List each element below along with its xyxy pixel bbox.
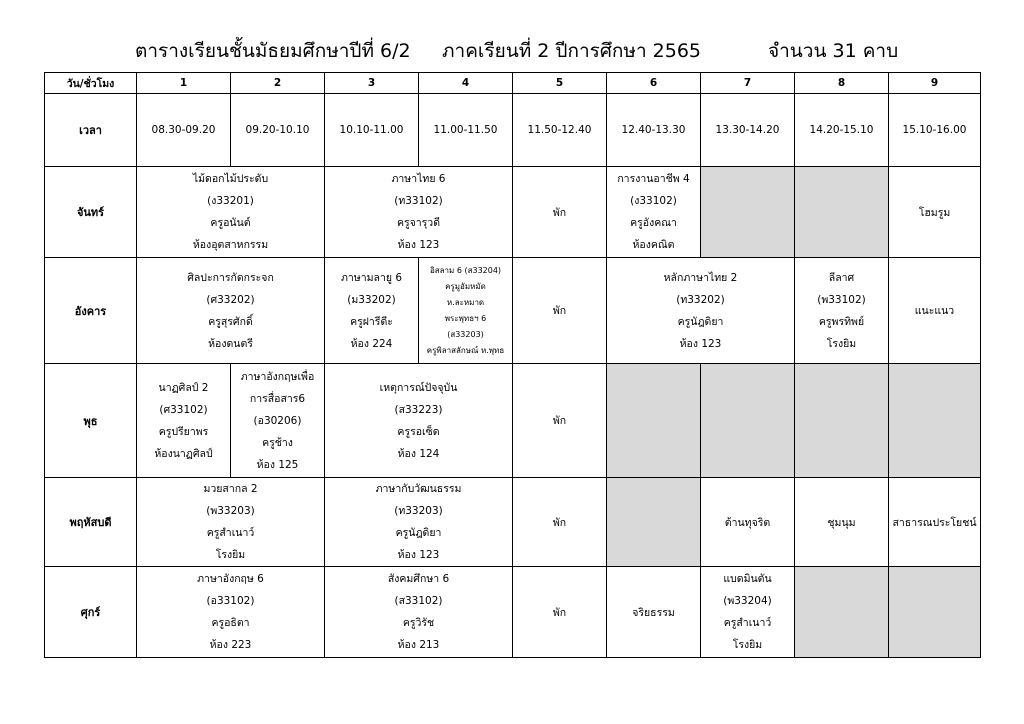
period-number: 4 xyxy=(419,73,513,94)
subject-name: การสื่อสาร6 xyxy=(249,392,306,405)
time-slot: 12.40-13.30 xyxy=(607,94,701,167)
teacher-name: ครูสำเนาว์ xyxy=(206,527,255,539)
period-number: 8 xyxy=(795,73,889,94)
subject-name: นาฏศิลป์ 2 xyxy=(158,381,209,394)
subject-code: (อ33102) xyxy=(206,595,255,607)
class-cell xyxy=(419,258,513,364)
class-cell: ต้านทุจริต xyxy=(701,478,795,567)
subject-name: การงานอาชีพ 4 xyxy=(617,173,690,185)
time-slot: 13.30-14.20 xyxy=(701,94,795,167)
class-cell xyxy=(325,258,419,364)
class-cell xyxy=(325,364,513,478)
lunch-cell: พัก xyxy=(513,258,607,364)
room-name: ห้องนาฏศิลป์ xyxy=(154,447,213,460)
subject-name: ภาษากับวัฒนธรรม xyxy=(375,483,462,495)
class-cell: โฮมรูม xyxy=(889,167,981,258)
room-name: ห้องคณิต xyxy=(632,239,675,251)
time-slot: 15.10-16.00 xyxy=(889,94,981,167)
room-name: ห้องดนตรี xyxy=(208,337,253,350)
time-slot: 11.00-11.50 xyxy=(419,94,513,167)
class-cell xyxy=(325,478,513,567)
empty-cell xyxy=(607,478,701,567)
time-label: เวลา xyxy=(45,94,137,167)
class-cell xyxy=(325,567,513,658)
day-row-wednesday xyxy=(45,364,981,478)
empty-cell xyxy=(701,364,795,478)
subject-name: หลักภาษาไทย 2 xyxy=(663,271,738,284)
subject-name: เหตุการณ์ปัจจุบัน xyxy=(379,381,458,394)
subject-code: (ส33203) xyxy=(447,329,484,339)
subject-code: (อ30206) xyxy=(253,414,302,427)
subject-name: ภาษามลายู 6 xyxy=(340,271,403,284)
empty-cell xyxy=(607,364,701,478)
class-cell xyxy=(137,364,231,478)
period-number: 2 xyxy=(231,73,325,94)
period-number: 6 xyxy=(607,73,701,94)
room-name: โรงยิม xyxy=(732,639,763,651)
time-row xyxy=(45,94,981,167)
subject-code: (ท33102) xyxy=(394,195,443,207)
class-cell xyxy=(701,567,795,658)
subject-name: ศิลปะการกัดกระจก xyxy=(187,271,274,284)
day-row-thursday xyxy=(45,478,981,567)
class-cell xyxy=(137,478,325,567)
period-header-row xyxy=(45,73,981,94)
teacher-name: ครูช้าง xyxy=(262,436,293,449)
subject-name: แบดมินตัน xyxy=(723,573,772,585)
timetable xyxy=(44,72,981,658)
periods-count: จำนวน 31 คาบ xyxy=(768,40,899,62)
teacher-name: ครูสุรศักดิ์ xyxy=(208,315,253,328)
subject-code: (ง33102) xyxy=(630,195,677,207)
day-label: พฤหัสบดี xyxy=(45,478,137,567)
term-label: ภาคเรียนที่ 2 ปีการศึกษา 2565 xyxy=(442,40,702,62)
subject-name: ลีลาศ xyxy=(828,271,855,284)
teacher-name: ครูนัฎดิยา xyxy=(395,527,442,539)
teacher-name: ครูปรียาพร xyxy=(158,425,209,438)
teacher-name: ครูพรทิพย์ xyxy=(818,315,865,328)
subject-name: ภาษาไทย 6 xyxy=(391,173,446,185)
teacher-name: ครูพิลาสลักษณ์ ห.พุทธ xyxy=(426,345,505,355)
teacher-name: ครูอนันต์ xyxy=(210,217,251,229)
teacher-name: ครูจารุวดี xyxy=(396,217,441,229)
room-name: ห้อง 123 xyxy=(397,549,440,561)
time-slot: 09.20-10.10 xyxy=(231,94,325,167)
room-name: ห้อง 224 xyxy=(350,337,393,350)
teacher-name: ครูนัฎดิยา xyxy=(677,315,724,328)
time-slot: 08.30-09.20 xyxy=(137,94,231,167)
room-name: โรงยิม xyxy=(826,337,857,350)
day-label: อังคาร xyxy=(45,258,137,364)
corner-cell: วัน/ชั่วโมง xyxy=(45,73,137,94)
teacher-name: ครูวิรัช xyxy=(402,617,435,629)
subject-name: มวยสากล 2 xyxy=(203,483,258,495)
empty-cell xyxy=(795,167,889,258)
empty-cell xyxy=(795,567,889,658)
class-cell xyxy=(607,167,701,258)
subject-name: พระพุทธฯ 6 xyxy=(444,313,487,323)
room-name: ห้อง 123 xyxy=(679,337,722,350)
empty-cell xyxy=(795,364,889,478)
period-number: 7 xyxy=(701,73,795,94)
subject-name: สังคมศึกษา 6 xyxy=(387,573,450,585)
day-label: ศุกร์ xyxy=(45,567,137,658)
empty-cell xyxy=(889,364,981,478)
class-cell xyxy=(137,567,325,658)
class-cell xyxy=(325,167,513,258)
class-cell xyxy=(607,258,795,364)
period-number: 3 xyxy=(325,73,419,94)
subject-code: (ม33202) xyxy=(347,293,396,306)
subject-name: ภาษาอังกฤษเพื่อ xyxy=(240,370,315,383)
room-name: โรงยิม xyxy=(215,549,246,561)
teacher-name: ครูอธิตา xyxy=(211,617,250,629)
room-name: ห้อง 213 xyxy=(397,639,440,651)
day-label: พุธ xyxy=(45,364,137,478)
subject-code: (พ33204) xyxy=(723,595,772,607)
empty-cell xyxy=(889,567,981,658)
period-number: 5 xyxy=(513,73,607,94)
subject-code: (ท33203) xyxy=(394,505,443,517)
subject-code: (ท33202) xyxy=(676,293,725,306)
schedule-title: ตารางเรียนชั้นมัธยมศึกษาปีที่ 6/2 xyxy=(135,40,411,62)
day-row-tuesday xyxy=(45,258,981,364)
room-name: ห้อง 124 xyxy=(397,447,440,460)
room-name: ห้อง 123 xyxy=(397,239,440,251)
period-number: 9 xyxy=(889,73,981,94)
class-cell: ชุมนุม xyxy=(795,478,889,567)
lunch-cell: พัก xyxy=(513,364,607,478)
teacher-name: ครูอังคณา xyxy=(630,217,677,229)
subject-name: ภาษาอังกฤษ 6 xyxy=(197,573,264,585)
lunch-cell: พัก xyxy=(513,478,607,567)
period-number: 1 xyxy=(137,73,231,94)
room-name: ห.ละหมาด xyxy=(446,297,485,307)
teacher-name: ครูฝารีดีะ xyxy=(350,315,393,328)
class-cell xyxy=(137,258,325,364)
class-cell: สาธารณประโยชน์ xyxy=(889,478,981,567)
subject-code: (ส33223) xyxy=(394,403,443,416)
subject-code: (ศ33102) xyxy=(159,403,208,416)
subject-code: (ส33102) xyxy=(394,595,443,607)
lunch-cell: พัก xyxy=(513,567,607,658)
class-cell: จริยธรรม xyxy=(607,567,701,658)
class-cell xyxy=(795,258,889,364)
day-label: จันทร์ xyxy=(45,167,137,258)
subject-name: ไม้ดอกไม้ประดับ xyxy=(192,173,269,185)
day-row-friday xyxy=(45,567,981,658)
time-slot: 11.50-12.40 xyxy=(513,94,607,167)
time-slot: 10.10-11.00 xyxy=(325,94,419,167)
subject-code: (พ33102) xyxy=(817,293,866,306)
subject-code: (พ33203) xyxy=(206,505,255,517)
class-cell: แนะแนว xyxy=(889,258,981,364)
lunch-cell: พัก xyxy=(513,167,607,258)
subject-code: (ศ33202) xyxy=(206,293,255,306)
teacher-name: ครูสำเนาว์ xyxy=(723,617,772,629)
time-slot: 14.20-15.10 xyxy=(795,94,889,167)
empty-cell xyxy=(701,167,795,258)
room-name: ห้อง 223 xyxy=(209,639,252,651)
class-cell xyxy=(137,167,325,258)
class-cell xyxy=(231,364,325,478)
teacher-name: ครูมูอัมหมัด xyxy=(445,281,486,291)
day-row-monday xyxy=(45,167,981,258)
subject-name: อิสลาม 6 (ส33204) xyxy=(429,265,502,275)
teacher-name: ครูรอเซ็ด xyxy=(397,425,440,438)
room-name: ห้อง 125 xyxy=(256,458,299,471)
subject-code: (ง33201) xyxy=(207,195,254,207)
room-name: ห้องอุตสาหกรรม xyxy=(192,239,269,251)
